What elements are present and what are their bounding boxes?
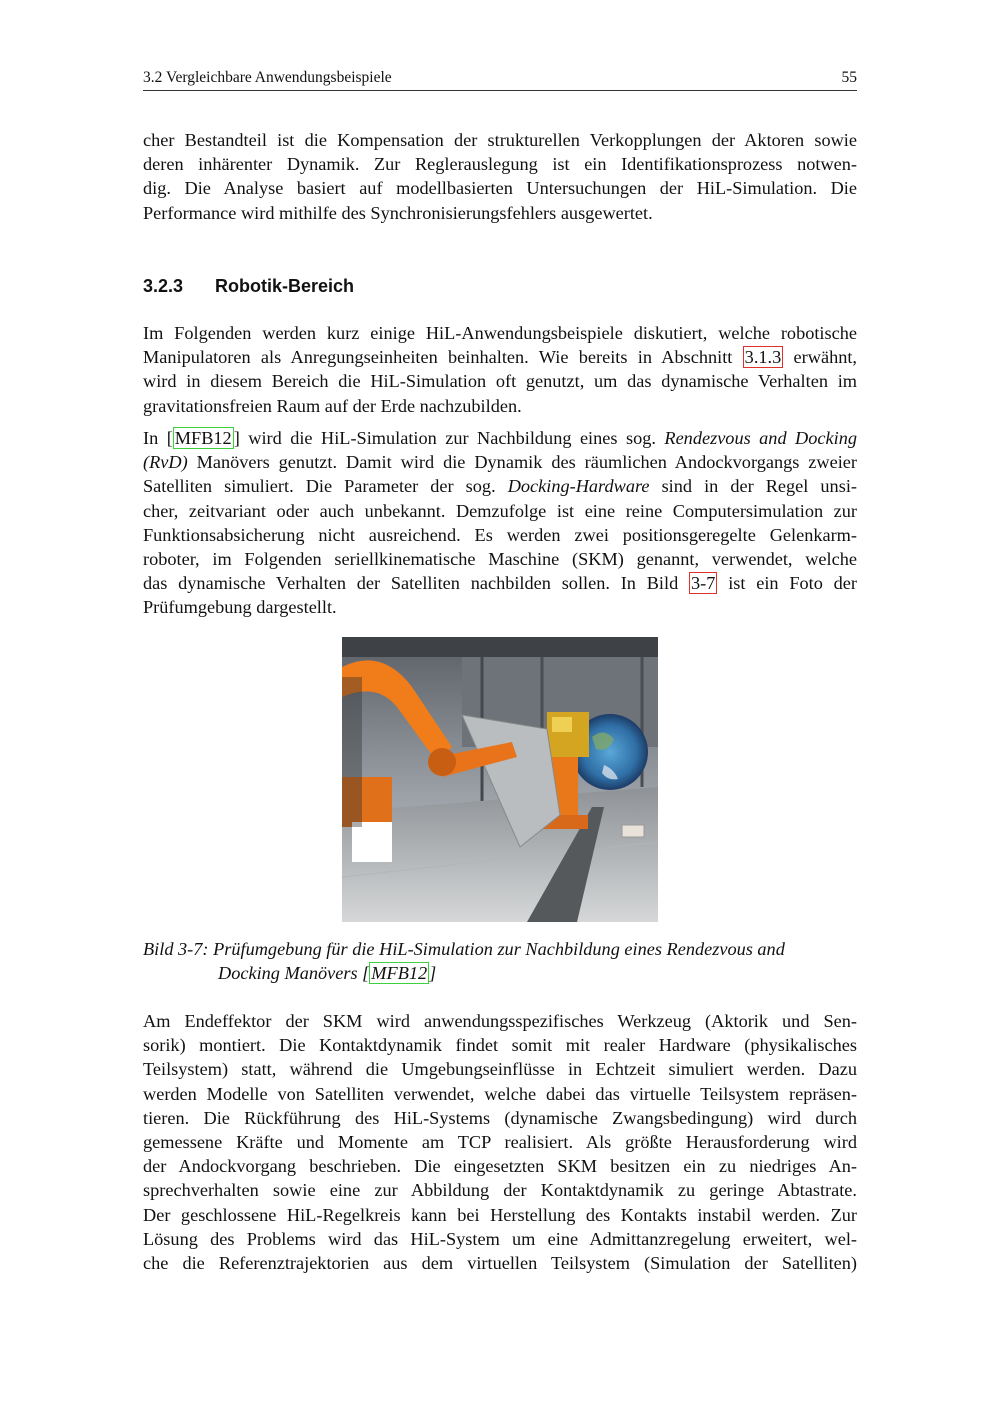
text-line: Prüfumgebung dargestellt. bbox=[143, 597, 337, 618]
figure-ref-link[interactable]: 3-7 bbox=[691, 573, 716, 594]
section-ref-link[interactable]: 3.1.3 bbox=[744, 347, 782, 368]
text-line: Teilsystem) statt, während die Umgebungseinflüsse in Echtzeit simuliert werden. Dazu bbox=[143, 1059, 857, 1080]
text-line: roboter, im Folgenden seriellkinematische Maschine (SKM) genannt, verwendet, welche bbox=[143, 549, 857, 570]
text-line: sorik) montiert. Die Kontaktdynamik findet somit mit realer Hardware (physikalisches bbox=[143, 1035, 857, 1056]
text-line: In [ MFB12 ] wird die HiL-Simulation zur Nachbildung eines sog. Rendezvous and Docking bbox=[143, 428, 857, 448]
text-line: gravitationsfreien Raum auf der Erde nachzubilden. bbox=[143, 395, 522, 416]
text-line: dig. Die Analyse basiert auf modellbasierten Untersuchungen der HiL-Simulation. Die bbox=[143, 178, 857, 199]
text-line: das dynamische Verhalten der Satelliten nachbilden sollen. In Bild 3-7 ist ein Foto der bbox=[143, 573, 858, 594]
paragraph-3 bbox=[143, 426, 857, 620]
text-line: gemessene Kräfte und Momente am TCP realisiert. Als größte Herausforderung wird bbox=[143, 1132, 857, 1153]
text-line: Funktionsabsicherung nicht ausreichend. Es werden zwei positionsgeregelte Gelenkarm- bbox=[143, 524, 857, 545]
running-header bbox=[143, 67, 857, 91]
page-number: 55 bbox=[841, 69, 857, 86]
text-line: che die Referenztrajektorien aus dem virtuellen Teilsystem (Simulation der Satelliten) bbox=[143, 1253, 857, 1274]
section-title: Robotik-Bereich bbox=[215, 276, 355, 296]
text-line: deren inhärenter Dynamik. Zur Reglerauslegung ist ein Identifikationsprozess notwen- bbox=[143, 154, 857, 175]
text-line: Satelliten simuliert. Die Parameter der sog. Docking-Hardware sind in der Regel unsi- bbox=[143, 476, 857, 497]
text-line: cher, zeitvariant oder auch unbekannt. Demzufolge ist eine reine Computersimulation zur bbox=[143, 500, 857, 521]
paragraph-2 bbox=[143, 321, 857, 418]
text-line: werden Modelle von Satelliten verwendet, welche dabei das virtuelle Teilsystem repräsen- bbox=[143, 1083, 857, 1104]
text-line: sprechverhalten sowie eine zur Abbildung der Kontaktdynamik zu geringe Abtastrate. bbox=[143, 1180, 857, 1201]
text-line: Im Folgenden werden kurz einige HiL-Anwendungsbeispiele diskutiert, welche robotische bbox=[143, 323, 857, 343]
figure-photo bbox=[342, 637, 658, 922]
text-line: wird in diesem Bereich die HiL-Simulation oft genutzt, um das dynamische Verhalten im bbox=[143, 371, 857, 392]
text-line: (RvD) Manövers genutzt. Damit wird die Dynamik des räumlichen Andockvorgangs zweier bbox=[143, 452, 858, 473]
caption-line: Prüfumgebung für die HiL-Simulation zur Nachbildung eines Rendezvous and bbox=[213, 939, 785, 959]
caption-line: Docking Manövers [ MFB12 ] bbox=[218, 963, 437, 984]
figure-label: Bild 3-7 bbox=[143, 939, 203, 959]
text-line: cher Bestandteil ist die Kompensation der strukturellen Verkopplungen der Aktoren sowie bbox=[143, 130, 857, 150]
citation-link[interactable]: MFB12 bbox=[371, 963, 428, 984]
section-number: 3.2.3 bbox=[143, 276, 184, 296]
text-line: Am Endeffektor der SKM wird anwendungsspezifisches Werkzeug (Aktorik und Sen- bbox=[143, 1011, 857, 1031]
paragraph-4 bbox=[143, 1009, 857, 1275]
text-line: tieren. Die Rückführung des HiL-Systems (dynamische Zwangsbedingung) wird durch bbox=[143, 1107, 857, 1128]
figure-caption: Bild 3-7: Prüfumgebung für die HiL-Simulation zur Nachbildung eines Rendezvous and Docking Manövers [ MFB12 ] bbox=[143, 937, 857, 985]
paragraph-1 bbox=[143, 128, 857, 225]
text-line: Performance wird mithilfe des Synchronisierungsfehlers ausgewertet. bbox=[143, 202, 653, 223]
text-line: Lösung des Problems wird das HiL-System um eine Admittanzregelung erweitert, wel- bbox=[143, 1228, 857, 1249]
text-line: der Andockvorgang beschrieben. Die eingesetzten SKM besitzen ein zu niedriges An- bbox=[143, 1156, 857, 1177]
section-heading bbox=[143, 276, 354, 297]
citation-link[interactable]: MFB12 bbox=[174, 428, 232, 448]
header-section-title: 3.2 Vergleichbare Anwendungsbeispiele bbox=[143, 69, 392, 86]
text-line: Der geschlossene HiL-Regelkreis kann bei Herstellung des Kontakts instabil werden. Zur bbox=[143, 1204, 857, 1225]
text-line: Manipulatoren als Anregungseinheiten beinhalten. Wie bereits in Abschnitt 3.1.3 erwähnt, bbox=[143, 347, 857, 368]
